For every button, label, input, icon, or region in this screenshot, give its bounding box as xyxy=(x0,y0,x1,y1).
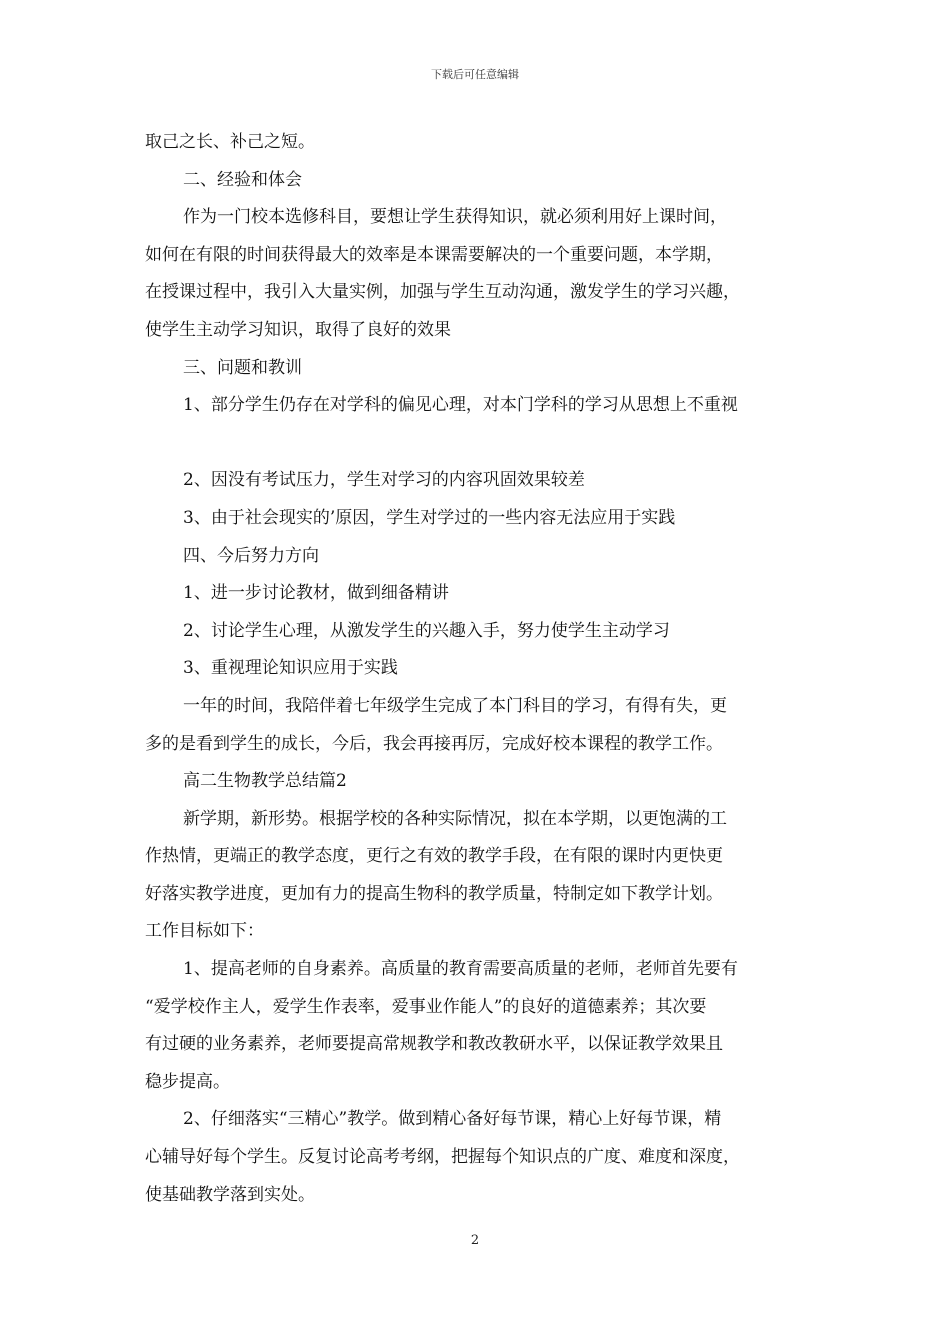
paragraph-line: 好落实教学进度，更加有力的提高生物科的教学质量，特制定如下教学计划。 xyxy=(145,883,723,904)
document-body xyxy=(145,124,817,1214)
paragraph-line: 在授课过程中，我引入大量实例，加强与学生互动沟通，激发学生的学习兴趣， xyxy=(145,282,740,303)
paragraph-line: 1、提高老师的自身素养。高质量的教育需要高质量的老师，老师首先要有 xyxy=(183,959,738,980)
paragraph-line: 使学生主动学习知识，取得了良好的效果 xyxy=(145,319,451,340)
list-item: 3、由于社会现实的’原因，学生对学过的一些内容无法应用于实践 xyxy=(183,507,676,528)
list-item: 2、因没有考试压力，学生对学习的内容巩固效果较差 xyxy=(183,470,585,491)
paragraph-line: 如何在有限的时间获得最大的效率是本课需要解决的一个重要问题，本学期， xyxy=(145,244,723,265)
section-heading: 四、今后努力方向 xyxy=(183,545,319,566)
paragraph-line: 心辅导好每个学生。反复讨论高考考纲，把握每个知识点的广度、难度和深度， xyxy=(145,1147,740,1168)
section-heading: 二、经验和体会 xyxy=(183,169,302,190)
section-heading: 三、问题和教训 xyxy=(183,357,302,378)
blank-line xyxy=(145,425,817,463)
paragraph-line: 一年的时间，我陪伴着七年级学生完成了本门科目的学习，有得有失，更 xyxy=(183,695,727,716)
paragraph-line: 工作目标如下： xyxy=(145,921,264,942)
list-item: 2、讨论学生心理，从激发学生的兴趣入手，努力使学生主动学习 xyxy=(183,620,670,641)
list-item: 1、进一步讨论教材，做到细备精讲 xyxy=(183,583,449,604)
paragraph-line: 作为一门校本选修科目，要想让学生获得知识，就必须利用好上课时间， xyxy=(183,207,727,228)
text-line: 取己之长、补己之短。 xyxy=(145,132,315,152)
paragraph-line: “爱学校作主人，爱学生作表率，爱事业作能人”的良好的道德素养；其次要 xyxy=(145,996,707,1017)
article-title: 高二生物教学总结篇2 xyxy=(183,771,347,792)
paragraph-line: 多的是看到学生的成长，今后，我会再接再厉，完成好校本课程的教学工作。 xyxy=(145,733,723,754)
paragraph-line: 使基础教学落到实处。 xyxy=(145,1184,315,1205)
paragraph-line: 稳步提高。 xyxy=(145,1071,230,1092)
list-item: 1、部分学生仍存在对学科的偏见心理，对本门学科的学习从思想上不重视 xyxy=(183,395,738,416)
paragraph-line: 新学期，新形势。根据学校的各种实际情况，拟在本学期，以更饱满的工 xyxy=(183,808,727,829)
paragraph-line: 作热情，更端正的教学态度，更行之有效的教学手段，在有限的课时内更快更 xyxy=(145,846,723,867)
page-number: 2 xyxy=(470,1233,480,1248)
list-item: 3、重视理论知识应用于实践 xyxy=(183,658,398,679)
paragraph-line: 2、仔细落实“三精心”教学。做到精心备好每节课，精心上好每节课，精 xyxy=(183,1109,722,1130)
paragraph-line: 有过硬的业务素养，老师要提高常规教学和教改教研水平，以保证教学效果且 xyxy=(145,1034,723,1055)
page-header: 下载后可任意编辑 xyxy=(431,68,519,81)
